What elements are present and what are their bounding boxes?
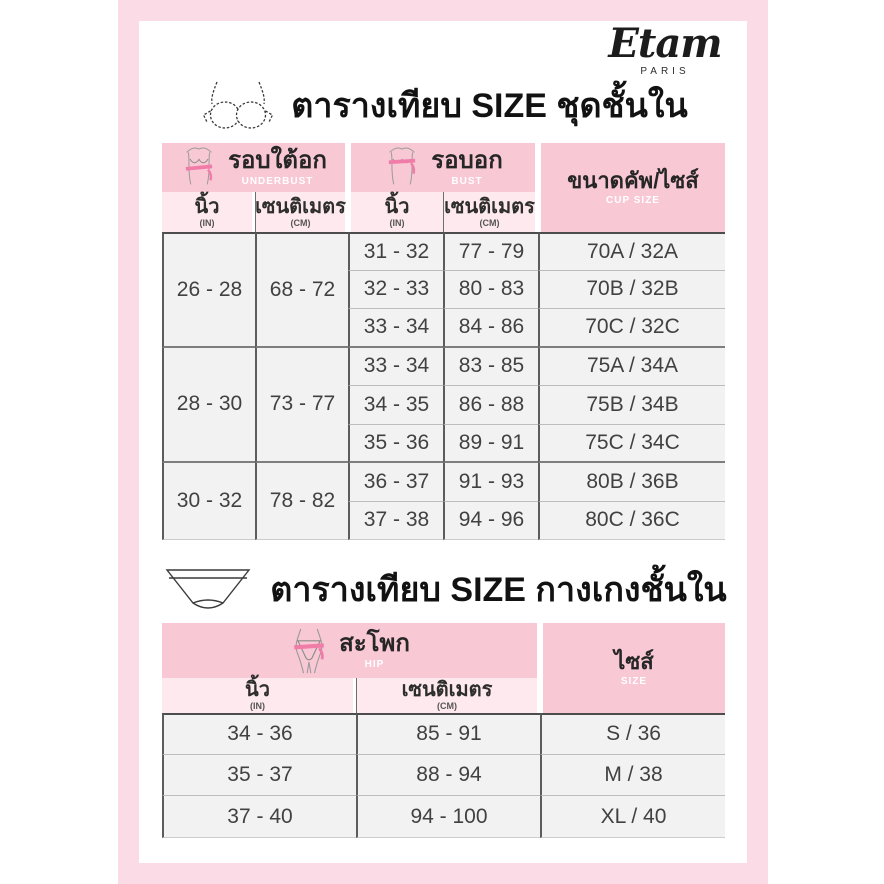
table-cell-bust-in: 31 - 32 [348,232,443,271]
bust-inch-header [351,192,443,232]
unit-cm-abbr: (CM) [437,701,457,711]
table-cell-bust-cm: 89 - 91 [443,425,538,464]
unit-inch-abbr: (IN) [389,217,405,228]
table-cell-cup: 80C / 36C [538,502,725,541]
table-cell-underbust-cm: 78 - 82 [255,463,348,540]
table-cell-cup: 70C / 32C [538,309,725,348]
bust-label-en: BUST [451,176,483,188]
unit-inch-abbr: (IN) [250,701,265,711]
underbust-header [162,143,345,192]
table-cell-bust-in: 33 - 34 [348,309,443,348]
hip-header [162,623,537,678]
table-cell-hip-in: 37 - 40 [162,796,356,838]
cup-size-label-en: CUP SIZE [606,195,660,207]
table-cell-bust-in: 32 - 33 [348,271,443,310]
unit-inch-label: นิ้ว [194,195,220,218]
table-cell-cup: 80B / 36B [538,463,725,502]
table-cell-underbust-cm: 73 - 77 [255,348,348,464]
underbust-cm-header [255,192,345,232]
unit-cm-abbr: (CM) [290,217,311,228]
brand-logo [600,20,730,77]
table-cell-cup: 75B / 34B [538,386,725,425]
hip-inch-header [162,678,353,713]
unit-cm-label: เซนติเมตร [401,679,493,701]
table-cell-bust-in: 36 - 37 [348,463,443,502]
table-cell-hip-in: 34 - 36 [162,713,356,755]
bra-section-title: ตารางเทียบ SIZE ชุดชั้นใน [291,87,688,125]
size-label-th: ไซส์ [614,648,654,674]
panty-section-title: ตารางเทียบ SIZE กางเกงชั้นใน [270,571,727,609]
cup-size-header [541,143,725,232]
table-cell-size: S / 36 [540,713,725,755]
size-label-en: SIZE [620,675,648,687]
unit-cm-label: เซนติเมตร [444,195,535,218]
table-cell-underbust-in: 30 - 32 [162,463,255,540]
hip-label-en: HIP [364,659,385,671]
brand-logo-text: Etam [608,20,722,67]
unit-inch-abbr: (IN) [199,217,215,228]
table-cell-hip-in: 35 - 37 [162,755,356,797]
unit-cm-abbr: (CM) [479,217,500,228]
underbust-label-th: รอบใต้อก [228,146,327,174]
table-cell-bust-cm: 94 - 96 [443,502,538,541]
table-cell-cup: 75C / 34C [538,425,725,464]
bust-label-th: รอบอก [431,146,503,174]
table-cell-bust-cm: 84 - 86 [443,309,538,348]
cup-size-label-th: ขนาดคัพ/ไซส์ [567,168,699,194]
table-cell-size: M / 38 [540,755,725,797]
underbust-label-en: UNDERBUST [241,176,314,188]
table-cell-underbust-in: 26 - 28 [162,232,255,348]
bust-cm-header [443,192,535,232]
table-cell-bust-cm: 77 - 79 [443,232,538,271]
bust-header [351,143,535,192]
table-cell-bust-in: 33 - 34 [348,348,443,387]
table-cell-hip-cm: 85 - 91 [356,713,540,755]
table-cell-bust-cm: 83 - 85 [443,348,538,387]
table-cell-cup: 75A / 34A [538,348,725,387]
table-cell-bust-in: 35 - 36 [348,425,443,464]
panty-section-title-row [140,556,747,622]
table-cell-bust-cm: 91 - 93 [443,463,538,502]
hip-measure-icon [289,627,329,675]
brand-logo-city: PARIS [640,66,690,77]
panty-size-table [162,623,725,838]
underbust-measure-icon [180,145,218,191]
bra-icon [199,78,277,132]
size-header [543,623,725,713]
table-cell-bust-cm: 86 - 88 [443,386,538,425]
panty-icon [160,564,256,614]
unit-inch-label: นิ้ว [245,679,270,701]
underbust-inch-header [162,192,252,232]
table-cell-underbust-cm: 68 - 72 [255,232,348,348]
hip-cm-header [356,678,537,713]
table-cell-bust-in: 37 - 38 [348,502,443,541]
bust-measure-icon [383,145,421,191]
table-cell-cup: 70A / 32A [538,232,725,271]
table-cell-hip-cm: 88 - 94 [356,755,540,797]
table-cell-bust-cm: 80 - 83 [443,271,538,310]
bra-size-table [162,143,725,540]
table-cell-bust-in: 34 - 35 [348,386,443,425]
table-cell-underbust-in: 28 - 30 [162,348,255,464]
table-cell-cup: 70B / 32B [538,271,725,310]
unit-cm-label: เซนติเมตร [255,195,346,218]
unit-inch-label: นิ้ว [384,195,410,218]
table-cell-hip-cm: 94 - 100 [356,796,540,838]
bra-section-title-row [140,72,747,138]
table-cell-size: XL / 40 [540,796,725,838]
hip-label-th: สะโพก [339,629,410,657]
